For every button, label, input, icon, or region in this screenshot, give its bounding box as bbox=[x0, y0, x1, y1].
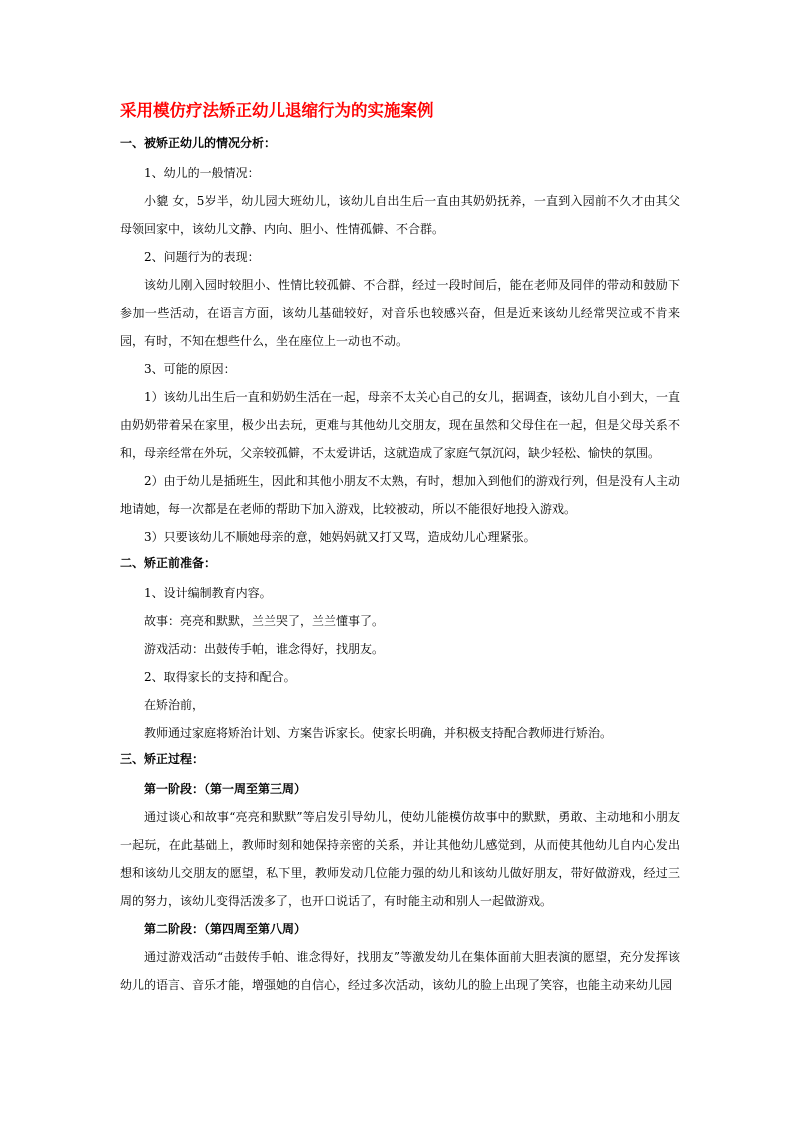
paragraph-cause-2: 2）由于幼儿是插班生，因此和其他小朋友不太熟，有时，想加入到他们的游戏行列，但是没有人主动地请她，每一次都是在老师的帮助下加入游戏，比较被动，所以不能很好地投入游戏。 bbox=[120, 474, 680, 516]
paragraph-stage-2: 通过游戏活动“击鼓传手帕、谁念得好，找朋友”等激发幼儿在集体面前大胆表演的愿望，充分发挥该幼儿的语言、音乐才能，增强她的自信心，经过多次活动，该幼儿的脸上出现了笑容，也能主动来幼儿园 bbox=[120, 950, 680, 992]
stage-2-heading: 第二阶段：（第四周至第八周） bbox=[144, 922, 307, 936]
section-heading-process: 三、矫正过程： bbox=[120, 752, 205, 766]
paragraph-game-activities: 游戏活动：出鼓传手帕，谁念得好，找朋友。 bbox=[144, 642, 385, 656]
subheading-design-content: 1、设计编制教育内容。 bbox=[144, 586, 272, 600]
document-body bbox=[120, 99, 680, 999]
paragraph-stage-1: 通过谈心和故事“亮亮和默默”等启发引导幼儿，使幼儿能模仿故事中的默默，勇敢、主动地和小朋友一起玩，在此基础上，教师时刻和她保持亲密的关系，并让其他幼儿感觉到，从而使其他幼儿自内心发出想和该幼儿交朋友的愿望，私下里，教师发动几位能力强的幼儿和该幼儿做好朋友，带好做游戏，经过三周的努力，该幼儿变得活泼多了，也开口说话了，有时能主动和别人一起做游戏。 bbox=[120, 810, 680, 908]
subheading-general-situation: 1、幼儿的一般情况： bbox=[144, 166, 260, 180]
paragraph-cause-1: 1）该幼儿出生后一直和奶奶生活在一起，母亲不太关心自己的女儿，据调查，该幼儿自小到大，一直由奶奶带着呆在家里，极少出去玩，更难与其他幼儿交朋友，现在虽然和父母住在一起，但是父母关系不和，母亲经常在外玩，父亲较孤僻，不太爱讲话，这就造成了家庭气氛沉闷，缺少轻松、愉快的氛围。 bbox=[120, 390, 680, 460]
subheading-problem-behavior: 2、问题行为的表现： bbox=[144, 250, 260, 264]
paragraph-problem-behavior: 该幼儿刚入园时较胆小、性情比较孤僻、不合群，经过一段时间后，能在老师及同伴的带动和鼓励下参加一些活动，在语言方面，该幼儿基础较好，对音乐也较感兴奋，但是近来该幼儿经常哭泣或不肯来园，有时，不知在想些什么，坐在座位上一动也不动。 bbox=[120, 278, 680, 348]
paragraph-general-situation: 小貔 女，5岁半，幼儿园大班幼儿，该幼儿自出生后一直由其奶奶抚养，一直到入园前不久才由其父母领回家中，该幼儿文静、内向、胆小、性情孤僻、不合群。 bbox=[120, 194, 680, 236]
paragraph-before-correction: 在矫治前， bbox=[144, 698, 205, 712]
paragraph-teacher-plan: 教师通过家庭将矫治计划、方案告诉家长。使家长明确，并积极支持配合教师进行矫治。 bbox=[144, 726, 613, 740]
section-heading-analysis: 一、被矫正幼儿的情况分析： bbox=[120, 136, 277, 150]
subheading-possible-causes: 3、可能的原因： bbox=[144, 362, 236, 376]
stage-1-heading: 第一阶段：（第一周至第三周） bbox=[144, 782, 307, 796]
paragraph-cause-3: 3）只要该幼儿不顺她母亲的意，她妈妈就又打又骂，造成幼儿心理紧张。 bbox=[144, 530, 536, 544]
subheading-parent-support: 2、取得家长的支持和配合。 bbox=[144, 670, 296, 684]
paragraph-stories: 故事：亮亮和默默，兰兰哭了，兰兰懂事了。 bbox=[144, 614, 385, 628]
document-title: 采用模仿疗法矫正幼儿退缩行为的实施案例 bbox=[120, 101, 434, 120]
section-heading-preparation: 二、矫正前准备： bbox=[120, 556, 217, 570]
